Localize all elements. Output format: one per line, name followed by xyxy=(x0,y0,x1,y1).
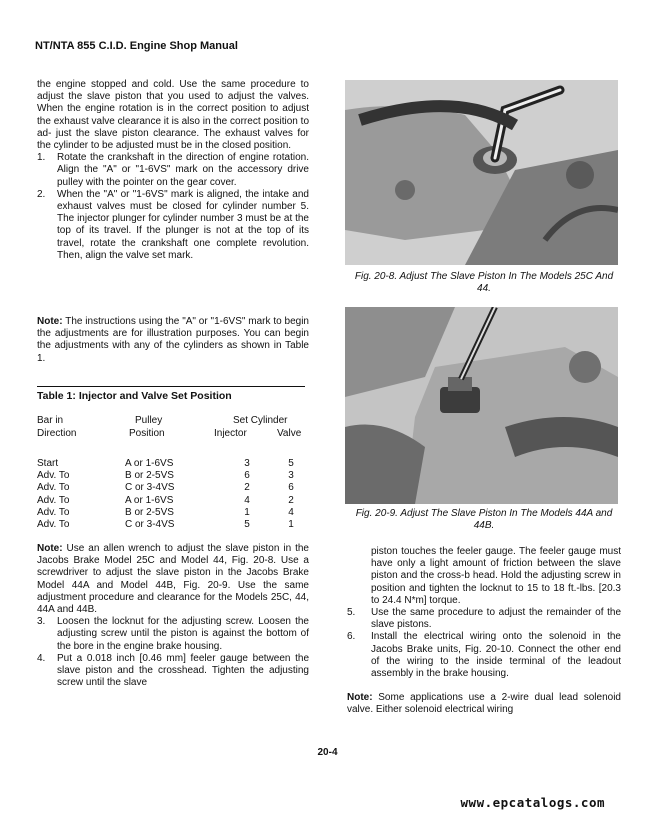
note-label: Note: xyxy=(37,316,63,327)
figure-20-9-photo xyxy=(345,307,618,504)
note-text: The instructions using the "A" or "1-6VS" mark to begin the adjustments are for illustration purposes. You can begin the adjustments with any of the cylinders as shown in Table 1. xyxy=(37,316,309,364)
table-row xyxy=(37,470,305,482)
cell-pulley: C or 3-4VS xyxy=(125,482,175,494)
note-2 xyxy=(37,543,309,616)
header-pulley: Pulley xyxy=(135,415,163,426)
cell-pulley: C or 3-4VS xyxy=(125,518,175,530)
step-number: 6. xyxy=(347,631,356,643)
cell-pulley: A or 1-6VS xyxy=(125,458,174,469)
note-text: Some applications use a 2-wire dual lead solenoid valve. Either solenoid electrical wiring xyxy=(347,692,621,716)
note-label: Note: xyxy=(347,692,373,704)
step-number: 3. xyxy=(37,616,46,628)
figure-20-9-caption: Fig. 20-9. Adjust The Slave Piston In The Models 44A and 44B. xyxy=(355,508,613,531)
table-row xyxy=(37,495,305,507)
list-item xyxy=(37,653,309,690)
cell-valve: 5 xyxy=(288,458,294,469)
steps-list-3 xyxy=(347,607,621,680)
step-text: Put a 0.018 inch [0.46 mm] feeler gauge between the slave piston and the crosshead. Tighten the adjusting screw until the slave xyxy=(57,652,309,689)
left-column-bottom xyxy=(37,543,309,689)
cell-bar-in: Adv. To xyxy=(37,470,70,482)
table-header xyxy=(37,415,305,447)
figure-20-8-caption: Fig. 20-8. Adjust The Slave Piston In The Models 25C And 44. xyxy=(354,271,614,294)
step-text: Use the same procedure to adjust the remainder of the slave pistons. xyxy=(371,607,621,631)
header-direction: Direction xyxy=(37,428,77,439)
cell-valve: 1 xyxy=(288,518,294,530)
step-number: 5. xyxy=(347,607,356,619)
page-number: 20-4 xyxy=(317,747,338,758)
cell-injector: 1 xyxy=(244,506,250,518)
cell-pulley: B or 2-5VS xyxy=(125,506,174,518)
header-set-cylinder: Set Cylinder xyxy=(233,415,288,426)
list-item xyxy=(37,152,309,189)
note-1 xyxy=(37,316,309,365)
cell-injector: 5 xyxy=(244,518,250,530)
header-position: Position xyxy=(129,428,165,439)
watermark-url[interactable]: www.epcatalogs.com xyxy=(460,795,605,810)
step-number: 4. xyxy=(37,652,46,664)
list-item xyxy=(347,631,621,680)
step-number: 2. xyxy=(37,188,46,200)
continued-step-4: piston touches the feeler gauge. The feeler gauge must have only a light amount of friction between the slave piston and the cross-b head. Hold the adjusting screw in position and tighten the locknut to 15 to 18 ft.-lbs. [20.3 to 24.4 N*m] torque. xyxy=(371,546,621,606)
cell-injector: 3 xyxy=(244,458,250,469)
step-number: 1. xyxy=(37,152,46,164)
cell-valve: 3 xyxy=(288,470,294,482)
steps-list-1 xyxy=(37,152,309,262)
step-text: When the "A" or "1-6VS" mark is aligned, the intake and exhaust valves must be closed for cylinder number 5. The injector plunger for cylinder number 3 must be at the top of its travel. If the plunger is not at the top of its travel, rotate the crankshaft one complete revolution. Then, align the valve set mark. xyxy=(57,188,309,261)
cell-bar-in: Adv. To xyxy=(37,494,70,506)
manual-header: NT/NTA 855 C.I.D. Engine Shop Manual xyxy=(35,40,238,52)
list-item xyxy=(37,189,309,262)
table-row xyxy=(37,519,305,531)
step-text: Install the electrical wiring onto the solenoid in the Jacobs Brake units, Fig. 20-10. Connect the other end of the wiring to the inside terminal of the leadout assembly in the brake housing. xyxy=(371,631,621,680)
table-row xyxy=(37,482,305,494)
allen-wrench-illustration xyxy=(345,80,618,265)
step-text: Loosen the locknut for the adjusting screw. Loosen the adjusting screw until the piston is against the bottom of the bore in the engine brake housing. xyxy=(57,616,309,652)
cell-bar-in: Adv. To xyxy=(37,482,70,494)
cell-bar-in: Adv. To xyxy=(37,518,70,530)
step-text: Rotate the crankshaft in the direction of engine rotation. Align the "A" or "1-6VS" mark on the accessory drive pulley with the pointer on the gear cover. xyxy=(57,152,309,188)
figure-20-8-photo xyxy=(345,80,618,265)
cell-injector: 2 xyxy=(244,482,250,494)
cell-injector: 4 xyxy=(244,494,250,506)
cell-pulley: B or 2-5VS xyxy=(125,470,174,482)
cell-valve: 4 xyxy=(288,506,294,518)
right-column-text xyxy=(347,546,621,717)
table-row xyxy=(37,458,305,470)
cell-pulley: A or 1-6VS xyxy=(125,494,174,506)
note-label: Note: xyxy=(37,543,63,554)
cell-bar-in: Adv. To xyxy=(37,506,70,518)
note-text: Use an allen wrench to adjust the slave piston in the Jacobs Brake Model 25C and Model 44, Fig. 20-8. Use a screwdriver to adjust the slave piston in the Jacobs Brake Model 44A and Model 44B, Fig. 20-9. Use the same adjustment procedure and clearance for the Models 25C, 44, 44A and 44B. xyxy=(37,543,309,616)
cell-injector: 6 xyxy=(244,470,250,482)
table-title: Table 1: Injector and Valve Set Position xyxy=(37,390,232,402)
cell-valve: 6 xyxy=(288,482,294,494)
cell-bar-in: Start xyxy=(37,458,59,469)
screwdriver-illustration xyxy=(345,307,618,504)
header-valve: Valve xyxy=(277,428,302,439)
intro-paragraph: the engine stopped and cold. Use the same procedure to adjust the slave piston that you used to adjust the valves. When the engine rotation is in the correct position to adjust the exhaust valve clearance it is also in the correct position to ad- just the slave piston clearance. The exhaust valves for the cylinder to be adjusted must be in the closed position. xyxy=(37,79,309,152)
cell-valve: 2 xyxy=(288,494,294,506)
list-item xyxy=(347,607,621,631)
list-item xyxy=(37,616,309,653)
header-injector: Injector xyxy=(214,428,247,439)
header-bar-in: Bar in xyxy=(37,415,64,426)
steps-list-2 xyxy=(37,616,309,689)
left-column-top xyxy=(37,79,309,262)
injector-valve-table xyxy=(37,386,305,531)
note-3 xyxy=(347,692,621,716)
table-row xyxy=(37,507,305,519)
